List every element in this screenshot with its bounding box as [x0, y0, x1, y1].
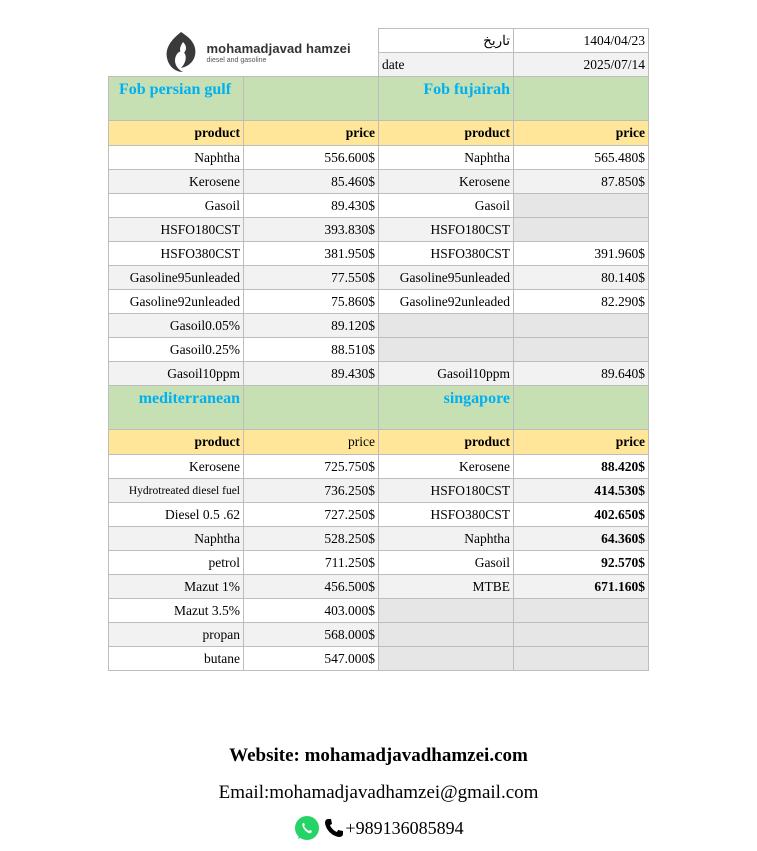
phone-icon [323, 817, 345, 839]
price-cell: 80.140$ [514, 266, 649, 290]
table-row [109, 479, 649, 503]
product-cell: HSFO180CST [109, 218, 244, 242]
price-cell: 89.120$ [244, 314, 379, 338]
col-header-price: price [244, 430, 379, 455]
table-row [109, 551, 649, 575]
price-cell: 402.650$ [514, 503, 649, 527]
footer-email: Email:mohamadjavadhamzei@gmail.com [218, 782, 539, 803]
whatsapp-icon [293, 814, 321, 842]
product-cell: Naphtha [379, 146, 514, 170]
price-cell: 85.460$ [244, 170, 379, 194]
date-label-fa: تاریخ [379, 29, 514, 53]
product-cell: Gasoline95unleaded [379, 266, 514, 290]
col-header-price: price [514, 430, 649, 455]
product-cell: Gasoil10ppm [109, 362, 244, 386]
product-cell: Mazut 3.5% [109, 599, 244, 623]
region-spacer [514, 77, 649, 121]
product-cell: Gasoil [379, 551, 514, 575]
price-cell: 87.850$ [514, 170, 649, 194]
price-cell: 381.950$ [244, 242, 379, 266]
product-cell: HSFO380CST [109, 242, 244, 266]
price-cell: 393.830$ [244, 218, 379, 242]
price-cell: 547.000$ [244, 647, 379, 671]
price-cell: 528.250$ [244, 527, 379, 551]
logo-cell [109, 29, 379, 77]
price-cell: 727.250$ [244, 503, 379, 527]
table-row [109, 194, 649, 218]
col-header-product: product [109, 121, 244, 146]
table-row [109, 503, 649, 527]
price-cell: 89.430$ [244, 362, 379, 386]
product-cell [379, 314, 514, 338]
product-cell: Hydrotreated diesel fuel [109, 479, 244, 503]
price-cell: 736.250$ [244, 479, 379, 503]
product-cell: propan [109, 623, 244, 647]
price-cell: 711.250$ [244, 551, 379, 575]
price-cell: 89.430$ [244, 194, 379, 218]
region-title-left [109, 77, 244, 121]
price-cell: 403.000$ [244, 599, 379, 623]
date-label-en: date [379, 53, 514, 77]
date-value-en: 2025/07/14 [514, 53, 649, 77]
product-cell: Naphtha [379, 527, 514, 551]
product-cell: Gasoline92unleaded [109, 290, 244, 314]
table-row [109, 599, 649, 623]
product-cell: Gasoil0.25% [109, 338, 244, 362]
region-title-left [109, 386, 244, 430]
product-cell: Gasoil10ppm [379, 362, 514, 386]
logo-name: mohamadjavad hamzei [206, 40, 351, 56]
table-row [109, 266, 649, 290]
table-row [109, 527, 649, 551]
phone-number: +989136085894 [345, 817, 464, 838]
logo [109, 30, 379, 74]
region-title: Fob persian gulf [119, 81, 232, 98]
price-cell: 556.600$ [244, 146, 379, 170]
table-row [109, 314, 649, 338]
table-row [109, 362, 649, 386]
product-cell: Kerosene [109, 455, 244, 479]
col-header-price: price [244, 121, 379, 146]
column-header-row [109, 430, 649, 455]
product-cell: HSFO380CST [379, 242, 514, 266]
price-cell [514, 599, 649, 623]
product-cell: Gasoline92unleaded [379, 290, 514, 314]
price-cell: 64.360$ [514, 527, 649, 551]
product-cell [379, 338, 514, 362]
region-title: mediterranean [138, 390, 240, 407]
price-cell [514, 194, 649, 218]
table-row [109, 575, 649, 599]
product-cell: HSFO180CST [379, 479, 514, 503]
price-cell: 456.500$ [244, 575, 379, 599]
product-cell: Diesel 0.5 .62 [109, 503, 244, 527]
footer-website: Website: mohamadjavadhamzei.com [229, 745, 528, 766]
product-cell: HSFO380CST [379, 503, 514, 527]
product-cell [379, 599, 514, 623]
product-cell: Gasoil0.05% [109, 314, 244, 338]
product-cell [379, 623, 514, 647]
footer-phone-row [0, 814, 757, 842]
product-cell: Gasoil [379, 194, 514, 218]
table-row [109, 170, 649, 194]
price-cell: 391.960$ [514, 242, 649, 266]
date-value-fa: 1404/04/23 [514, 29, 649, 53]
product-cell: HSFO180CST [379, 218, 514, 242]
region-row [109, 77, 649, 121]
table-row [109, 455, 649, 479]
price-cell [514, 338, 649, 362]
column-header-row [109, 121, 649, 146]
product-cell: Naphtha [109, 527, 244, 551]
product-cell: butane [109, 647, 244, 671]
price-cell: 88.420$ [514, 455, 649, 479]
table-row [109, 290, 649, 314]
product-cell: Mazut 1% [109, 575, 244, 599]
region-title-right [379, 386, 514, 430]
price-cell: 75.860$ [244, 290, 379, 314]
col-header-product: product [379, 121, 514, 146]
region-spacer [514, 386, 649, 430]
price-cell [514, 218, 649, 242]
price-cell: 89.640$ [514, 362, 649, 386]
price-cell: 725.750$ [244, 455, 379, 479]
price-cell: 414.530$ [514, 479, 649, 503]
col-header-price: price [514, 121, 649, 146]
price-cell: 671.160$ [514, 575, 649, 599]
price-cell: 88.510$ [244, 338, 379, 362]
table-row [109, 623, 649, 647]
price-cell: 565.480$ [514, 146, 649, 170]
product-cell: Naphtha [109, 146, 244, 170]
region-spacer [244, 77, 379, 121]
product-cell: petrol [109, 551, 244, 575]
price-cell: 77.550$ [244, 266, 379, 290]
product-cell: Kerosene [109, 170, 244, 194]
table-row [109, 146, 649, 170]
table-row [109, 218, 649, 242]
price-cell [514, 623, 649, 647]
price-table [108, 28, 649, 671]
product-cell: Kerosene [379, 170, 514, 194]
price-cell [514, 647, 649, 671]
table-row [109, 242, 649, 266]
price-cell [514, 314, 649, 338]
region-title: singapore [443, 390, 510, 407]
table-row [109, 338, 649, 362]
product-cell: MTBE [379, 575, 514, 599]
product-cell: Gasoline95unleaded [109, 266, 244, 290]
product-cell [379, 647, 514, 671]
region-title: Fob fujairah [423, 81, 510, 98]
price-cell: 568.000$ [244, 623, 379, 647]
table-row [109, 647, 649, 671]
product-cell: Gasoil [109, 194, 244, 218]
region-row [109, 386, 649, 430]
region-title-right [379, 77, 514, 121]
price-cell: 92.570$ [514, 551, 649, 575]
col-header-product: product [109, 430, 244, 455]
region-spacer [244, 386, 379, 430]
product-cell: Kerosene [379, 455, 514, 479]
logo-flame-icon [161, 30, 201, 74]
logo-tagline: diesel and gasoline [206, 56, 267, 64]
col-header-product: product [379, 430, 514, 455]
price-cell: 82.290$ [514, 290, 649, 314]
